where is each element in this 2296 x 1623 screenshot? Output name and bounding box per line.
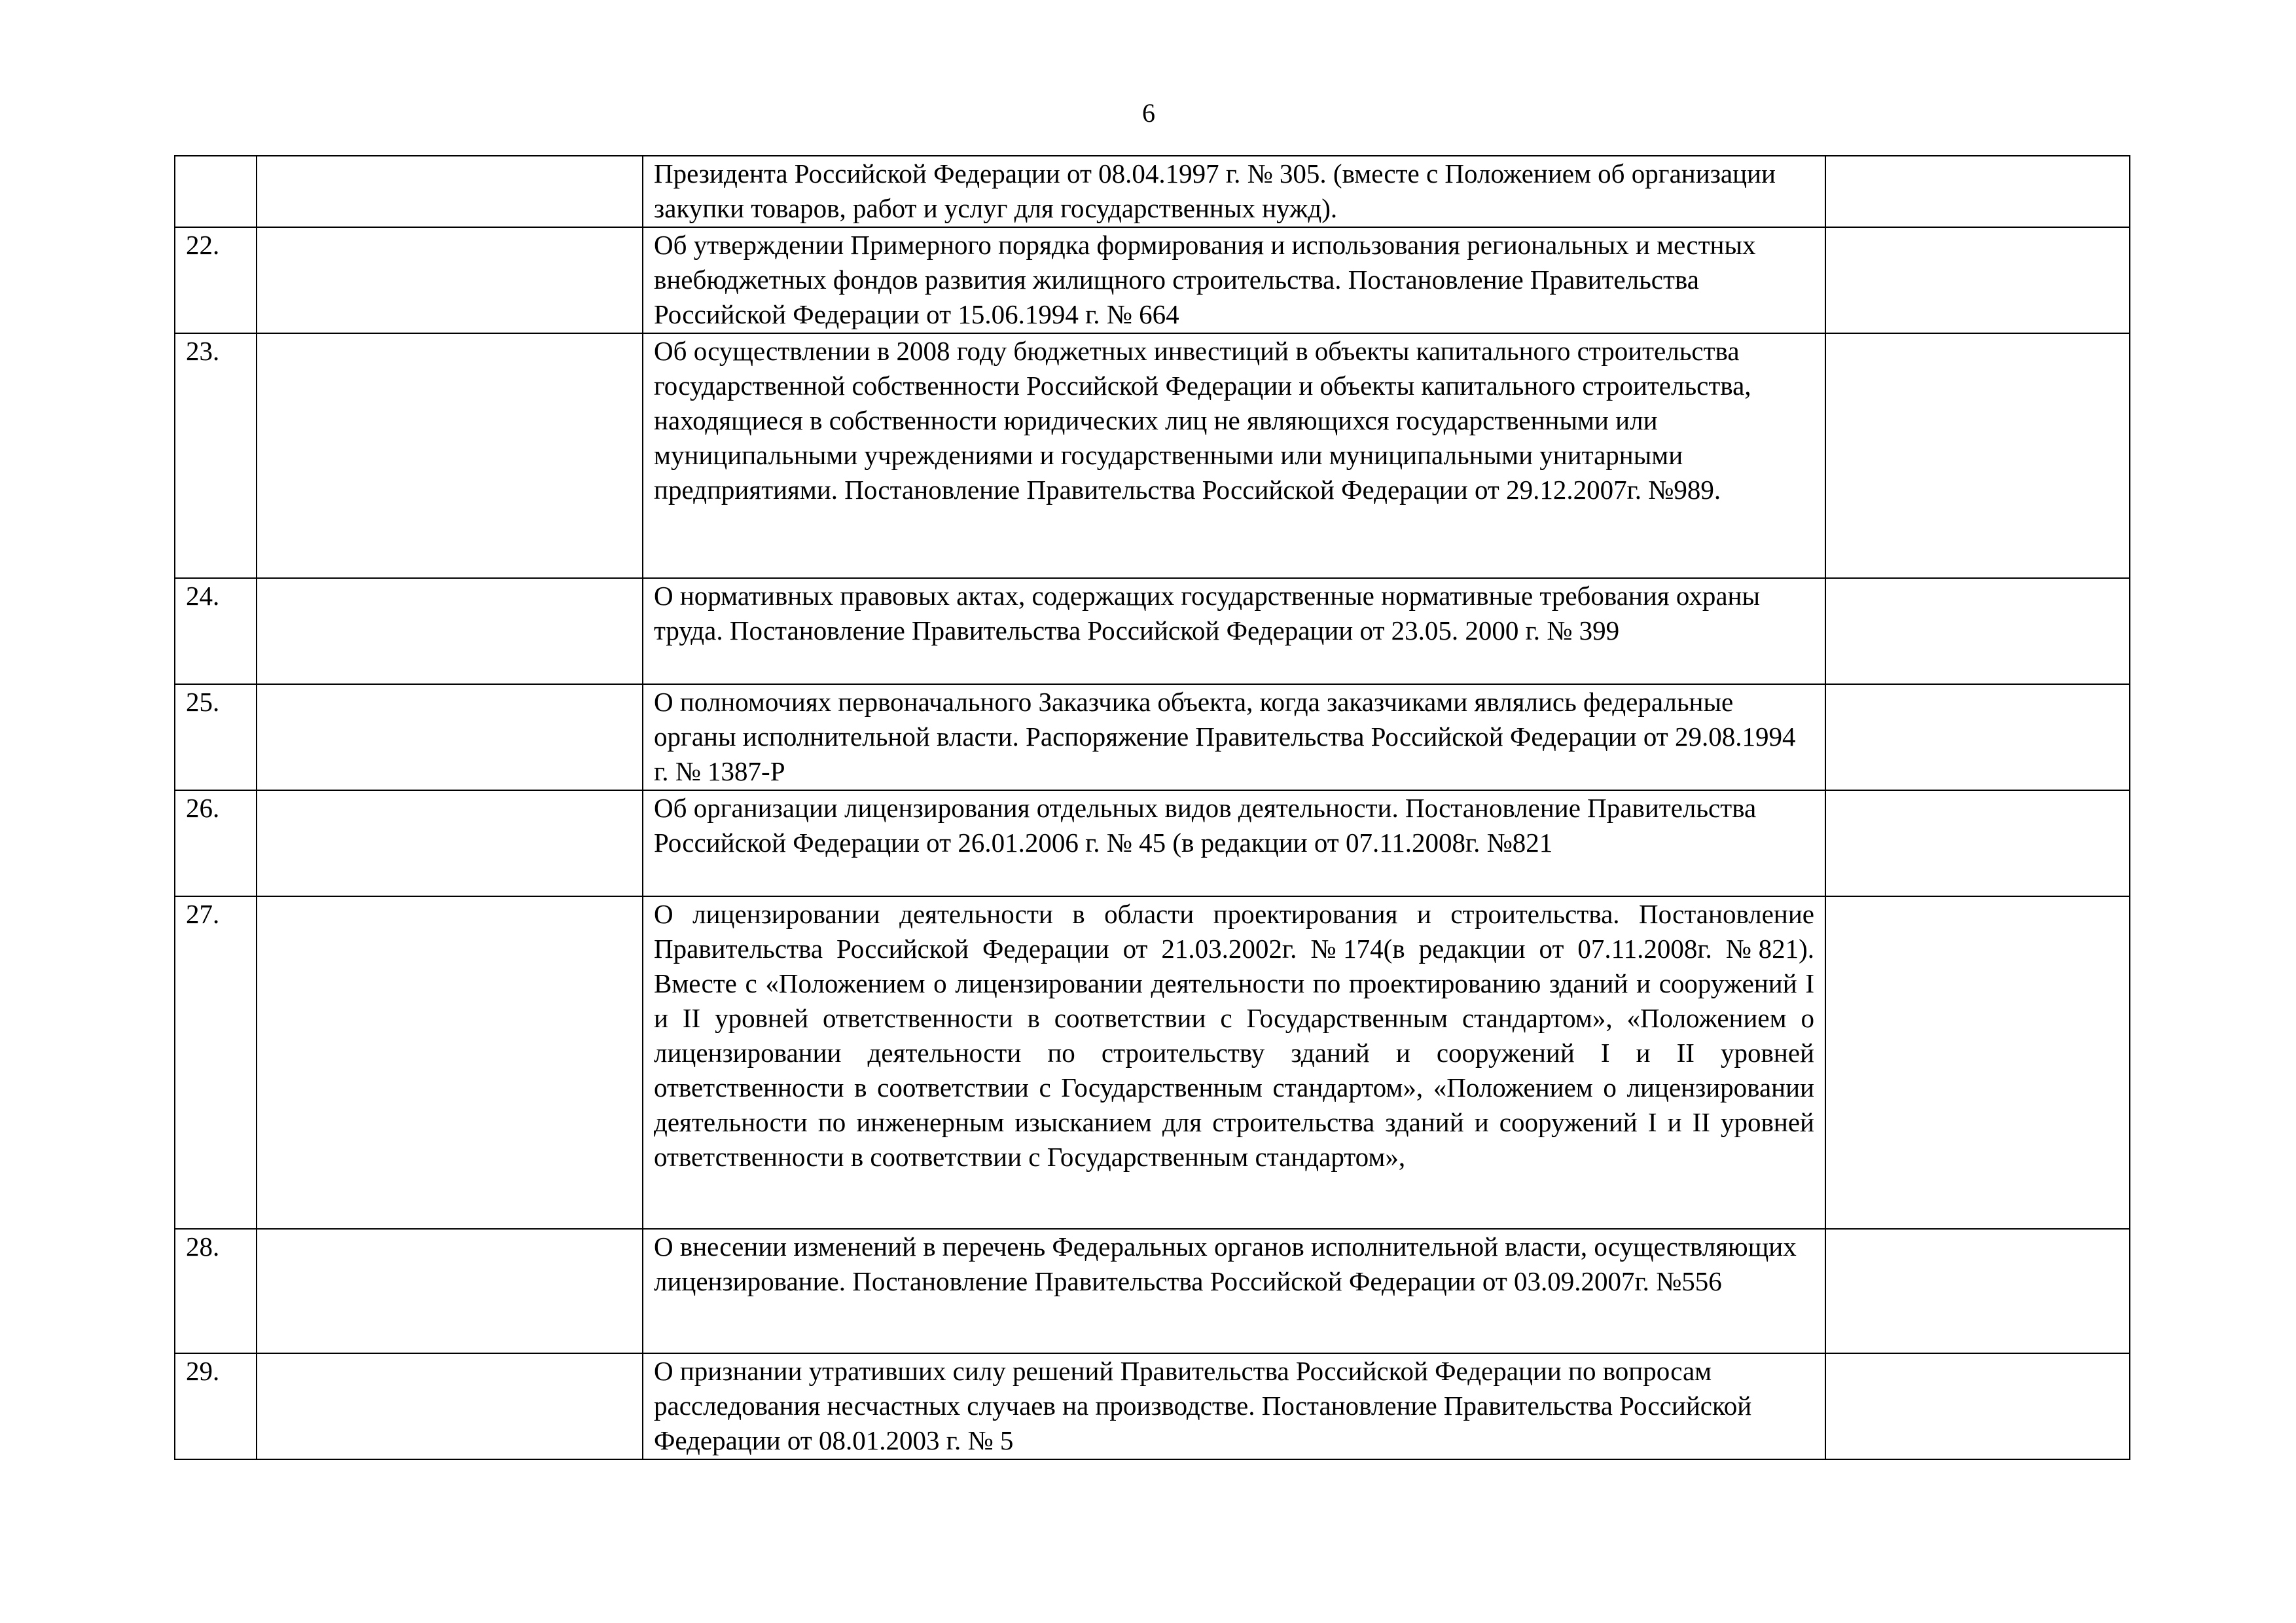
table-row [175, 896, 2130, 1229]
document-title-cell [643, 578, 1825, 684]
document-title-text: Об утверждении Примерного порядка формирования и использования региональных и местных внебюджетных фондов развития жилищного строительства. Постановление Правительства Российской Федерации от 15.06.1994 г. № 664 [654, 230, 1756, 329]
document-title-text: О признании утративших силу решений Правительства Российской Федерации по вопросам расследования несчастных случаев на производстве. Постановление Правительства Российской Федерации от 08.01.2003 г. № 5 [654, 1356, 1752, 1455]
document-title-cell [643, 333, 1825, 578]
empty-cell [257, 227, 643, 333]
document-title-cell [643, 1229, 1825, 1353]
empty-cell [1825, 1229, 2130, 1353]
table-row [175, 1353, 2130, 1459]
row-number-cell: 27. [175, 896, 257, 1229]
document-title-text: О лицензировании деятельности в области проектирования и строительства. Постановление Правительства Российской Федерации от 21.03.2002г. №174(в редакции от 07.11.2008г. №821). Вместе с «Положением о лицензировании деятельности по проектированию зданий и сооружений I и II уровней ответственности в соответствии с Государственным стандартом», «Положением о лицензировании деятельности по строительству зданий и сооружений I и II уровней ответственности в соответствии с Государственным стандартом», «Положением о лицензировании деятельности по инженерным изысканием для строительства зданий и сооружений I и II уровней ответственности в соответствии с Государственным стандартом», [654, 899, 1814, 1172]
empty-cell [1825, 684, 2130, 790]
document-title-text: Об организации лицензирования отдельных видов деятельности. Постановление Правительства Российской Федерации от 26.01.2006 г. № 45 (в редакции от 07.11.2008г. №821 [654, 793, 1757, 858]
empty-cell [257, 1229, 643, 1353]
document-title-text: О внесении изменений в перечень Федеральных органов исполнительной власти, осуществляющих лицензирование. Постановление Правительства Российской Федерации от 03.09.2007г. №556 [654, 1231, 1797, 1296]
empty-cell [257, 684, 643, 790]
empty-cell [1825, 578, 2130, 684]
document-title-text: О нормативных правовых актах, содержащих государственные нормативные требования охраны труда. Постановление Правительства Российской Федерации от 23.05. 2000 г. № 399 [654, 581, 1761, 646]
document-title-cell [643, 684, 1825, 790]
document-title-text: О полномочиях первоначального Заказчика объекта, когда заказчиками являлись федеральные органы исполнительной власти. Распоряжение Правительства Российской Федерации от 29.08.1994 г. № 1387-Р [654, 687, 1796, 786]
row-number-cell: 26. [175, 790, 257, 896]
row-number-cell: 23. [175, 333, 257, 578]
document-title-cell [643, 227, 1825, 333]
row-number-cell: 29. [175, 1353, 257, 1459]
row-number-cell [175, 156, 257, 227]
row-number-cell: 22. [175, 227, 257, 333]
empty-cell [1825, 156, 2130, 227]
document-title-cell [643, 156, 1825, 227]
empty-cell [1825, 1353, 2130, 1459]
table-row [175, 684, 2130, 790]
document-title-text: Президента Российской Федерации от 08.04.1997 г. № 305. (вместе с Положением об организации закупки товаров, работ и услуг для государственных нужд). [654, 158, 1776, 223]
empty-cell [257, 790, 643, 896]
table-row [175, 156, 2130, 227]
table-row [175, 1229, 2130, 1353]
row-number-cell: 28. [175, 1229, 257, 1353]
row-number-cell: 24. [175, 578, 257, 684]
table-row [175, 578, 2130, 684]
empty-cell [1825, 333, 2130, 578]
table-row [175, 333, 2130, 578]
empty-cell [257, 333, 643, 578]
document-title-cell [643, 790, 1825, 896]
empty-cell [1825, 227, 2130, 333]
page-number: 6 [1142, 98, 1155, 128]
document-title-text: Об осуществлении в 2008 году бюджетных инвестиций в объекты капитального строительства государственной собственности Российской Федерации и объекты капитального строительства, находящиеся в собственности юридических лиц не являющихся государственными или муниципальными учреждениями и государственными или муниципальными унитарными предприятиями. Постановление Правительства Российской Федерации от 29.12.2007г. №989. [654, 336, 1751, 505]
table-row [175, 790, 2130, 896]
document-title-cell [643, 896, 1825, 1229]
empty-cell [1825, 790, 2130, 896]
empty-cell [257, 1353, 643, 1459]
regulations-table [174, 155, 2130, 1460]
document-title-cell [643, 1353, 1825, 1459]
empty-cell [1825, 896, 2130, 1229]
table-row [175, 227, 2130, 333]
row-number-cell: 25. [175, 684, 257, 790]
empty-cell [257, 156, 643, 227]
empty-cell [257, 896, 643, 1229]
empty-cell [257, 578, 643, 684]
